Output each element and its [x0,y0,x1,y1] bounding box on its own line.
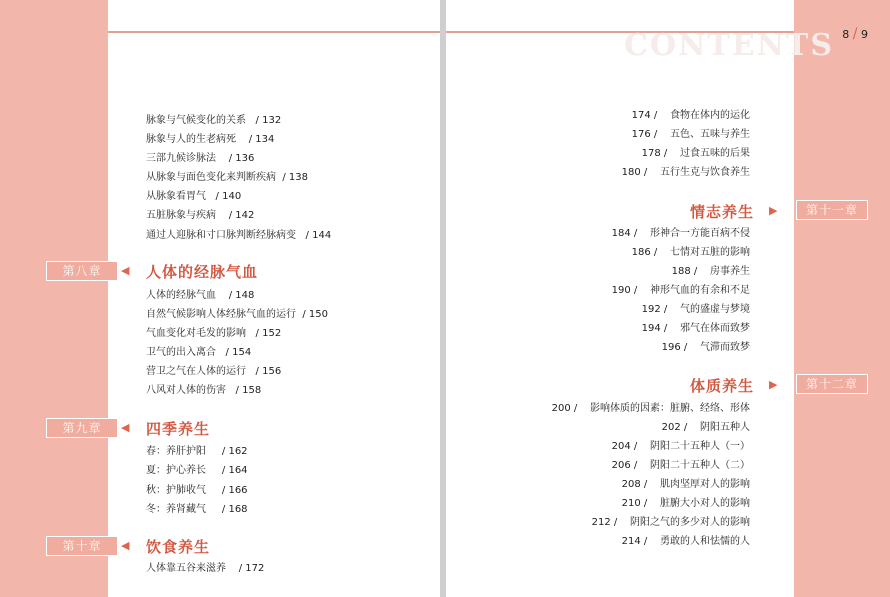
toc-entry[interactable] [552,403,750,415]
toc-entry[interactable] [612,441,750,453]
toc-entry[interactable] [146,504,248,516]
toc-entry[interactable] [146,465,248,477]
entry-title: 卫气的出入离合 [146,347,216,358]
entry-page: 210 / [621,498,648,509]
entry-page: 202 / [661,422,688,433]
entry-title: 气滞而致梦 [700,342,750,353]
toc-entry[interactable] [662,342,750,354]
entry-title: 肌肉坚厚对人的影响 [660,479,750,490]
contents-watermark: CONTENTS [624,28,835,63]
entry-page: 190 / [611,285,638,296]
current-page: 8 [842,28,850,41]
entry-page: 186 / [631,247,658,258]
toc-entry[interactable] [642,148,750,160]
chapter-title[interactable]: 情志养生 [690,203,755,221]
entry-page: / 172 [238,563,265,574]
chapter-tag: 第十二章 [796,374,868,394]
chapter-arrow-icon: ◀ [121,539,130,552]
toc-entry[interactable] [146,290,254,302]
toc-entry[interactable] [662,422,750,434]
entry-title: 冬：养肾藏气 [146,504,206,515]
toc-entry[interactable] [612,228,750,240]
entry-title: 人体的经脉气血 [146,290,216,301]
toc-entry[interactable] [146,446,248,458]
entry-title: 五色、五味与养生 [670,129,750,140]
entry-page: 188 / [671,266,698,277]
entry-page: / 148 [228,290,255,301]
chapter-tag: 第十一章 [796,200,868,220]
entry-title: 神形气血的有余和不足 [650,285,750,296]
entry-title: 从脉象与面色变化来判断疾病 [146,172,276,183]
entry-title: 阴阳五种人 [700,422,750,433]
toc-entry[interactable] [146,485,248,497]
entry-title: 五脏脉象与疾病 [146,210,216,221]
entry-page: 178 / [641,148,668,159]
left-margin-strip [0,0,108,597]
toc-entry[interactable] [632,110,750,122]
entry-title: 阴阳之气的多少对人的影响 [630,517,750,528]
entry-page: 204 / [611,441,638,452]
toc-entry[interactable] [622,167,750,179]
entry-page: / 162 [221,446,248,457]
entry-title: 从脉象看胃气 [146,191,206,202]
entry-page: / 132 [255,115,282,126]
toc-entry[interactable] [146,210,254,222]
toc-entry[interactable] [592,517,750,529]
entry-title: 过食五味的后果 [680,148,750,159]
left-page [0,0,440,597]
entry-page: / 134 [248,134,275,145]
toc-entry[interactable] [146,115,281,127]
entry-title: 气的盛虚与梦境 [680,304,750,315]
entry-page: 206 / [611,460,638,471]
toc-entry[interactable] [146,230,331,242]
toc-entry[interactable] [146,385,261,397]
chapter-arrow-icon: ◀ [121,421,130,434]
entry-title: 通过人迎脉和寸口脉判断经脉病变 [146,230,296,241]
total-pages: 9 [861,28,868,41]
entry-page: 214 / [621,536,648,547]
entry-page: / 138 [282,172,308,183]
entry-page: / 144 [305,230,332,241]
toc-entry[interactable] [146,563,264,575]
chapter-title[interactable]: 人体的经脉气血 [146,263,259,281]
chapter-arrow-icon: ▶ [769,204,778,217]
entry-title: 自然气候影响人体经脉气血的运行 [146,309,296,320]
toc-entry[interactable] [622,498,750,510]
entry-page: / 166 [221,485,248,496]
entry-title: 营卫之气在人体的运行 [146,366,246,377]
toc-entry[interactable] [146,134,274,146]
chapter-arrow-icon: ◀ [121,264,130,277]
chapter-tag: 第八章 [46,261,118,281]
entry-title: 人体靠五谷来滋养 [146,563,226,574]
right-margin-strip [794,0,890,597]
toc-entry[interactable] [146,366,281,378]
chapter-title[interactable]: 四季养生 [146,420,211,438]
toc-entry[interactable] [146,191,241,203]
entry-page: 174 / [631,110,658,121]
entry-title: 脉象与人的生老病死 [146,134,236,145]
toc-entry[interactable] [146,347,251,359]
entry-title: 八风对人体的伤害 [146,385,226,396]
toc-entry[interactable] [622,479,750,491]
chapter-tag: 第九章 [46,418,118,438]
entry-page: / 164 [221,465,248,476]
right-page [446,0,890,597]
toc-entry[interactable] [622,536,750,548]
entry-title: 脉象与气候变化的关系 [146,115,246,126]
entry-page: / 168 [221,504,248,515]
entry-title: 夏：护心养长 [146,465,206,476]
toc-entry[interactable] [632,129,750,141]
entry-page: / 140 [215,191,242,202]
entry-title: 脏腑大小对人的影响 [660,498,750,509]
entry-title: 阴阳二十五种人（一） [650,441,750,452]
toc-entry[interactable] [612,285,750,297]
entry-page: 212 / [591,517,618,528]
entry-title: 勇敢的人和怯懦的人 [660,536,750,547]
toc-entry[interactable] [642,323,750,335]
entry-title: 影响体质的因素：脏腑、经络、形体 [590,403,750,414]
entry-title: 邪气在体而致梦 [680,323,750,334]
entry-page: 196 / [661,342,688,353]
entry-page: 176 / [631,129,658,140]
entry-title: 春：养肝护阳 [146,446,206,457]
entry-page: / 142 [228,210,255,221]
entry-page: 200 / [551,403,578,414]
entry-page: / 136 [228,153,255,164]
header-rule-left [108,31,440,33]
entry-title: 三部九候诊脉法 [146,153,216,164]
entry-page: / 150 [302,309,328,320]
toc-entry[interactable] [672,266,750,278]
entry-title: 五行生克与饮食养生 [660,167,750,178]
toc-entry[interactable] [632,247,750,259]
entry-page: 192 / [641,304,668,315]
entry-title: 形神合一方能百病不侵 [650,228,750,239]
entry-title: 气血变化对毛发的影响 [146,328,246,339]
toc-entry[interactable] [146,309,328,321]
entry-page: 194 / [641,323,668,334]
toc-entry[interactable] [146,328,281,340]
entry-title: 七情对五脏的影响 [670,247,750,258]
entry-page: / 156 [255,366,282,377]
entry-page: 184 / [611,228,638,239]
entry-page: / 158 [235,385,262,396]
entry-page: 208 / [621,479,648,490]
chapter-title[interactable]: 饮食养生 [146,538,211,556]
entry-title: 秋：护肺收气 [146,485,206,496]
entry-page: 180 / [621,167,648,178]
entry-page: / 154 [225,347,252,358]
toc-entry[interactable] [642,304,750,316]
entry-title: 房事养生 [710,266,750,277]
toc-entry[interactable] [146,153,254,165]
chapter-title[interactable]: 体质养生 [690,377,755,395]
entry-title: 食物在体内的运化 [670,110,750,121]
toc-entry[interactable] [146,172,308,184]
page-number [842,26,868,42]
page-separator-icon: / [852,26,858,42]
entry-page: / 152 [255,328,282,339]
entry-title: 阴阳二十五种人（二） [650,460,750,471]
toc-entry[interactable] [612,460,750,472]
chapter-tag: 第十章 [46,536,118,556]
chapter-arrow-icon: ▶ [769,378,778,391]
